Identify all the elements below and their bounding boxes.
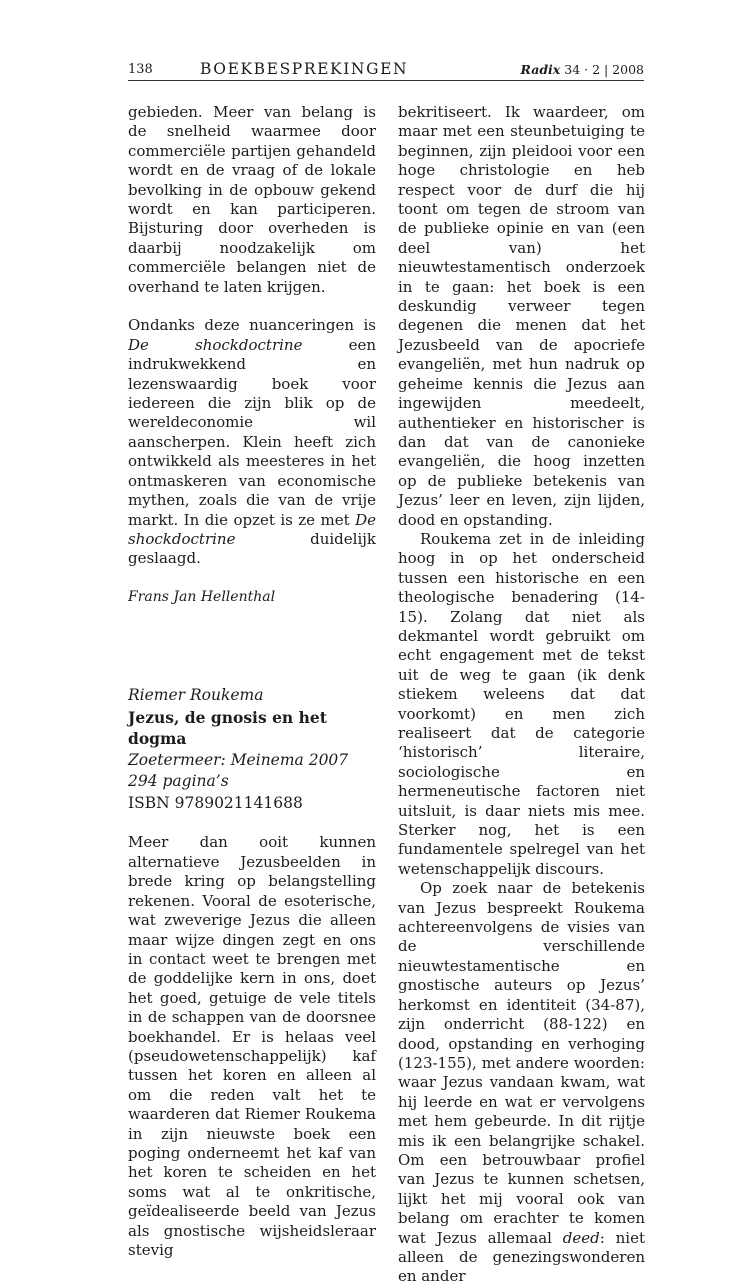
book-pages: 294 pagina’s — [128, 772, 229, 791]
journal-reference — [521, 62, 644, 77]
page-number: 138 — [128, 62, 153, 77]
paragraph: gebieden. Meer van belang is de snelheid waarmee door commerciële partijen gehandeld wordt en de vraag of de lokale bevolking in de opbouw gekend wordt en kan participeren. Bijsturing door overheden is daarbij noodzakelijk om commerciële belangen niet de overhand te laten krijgen. — [128, 103, 376, 296]
right-column — [398, 103, 645, 1287]
paragraph: Op zoek naar de betekenis van Jezus bespreekt Roukema achtereenvolgens de visies van de verschillende nieuwtestamentische en gnostische auteurs op Jezus’ herkomst en identiteit (34-87), zijn onderricht (88-122) en dood, opstanding en verhoging (123-155), met andere woorden: waar Jezus vandaan kwam, wat hij leerde en wat er vervolgens met hem gebeurde. In dit rijtje mis ik een belangrijke schakel. Om een betrouwbaar profiel van Jezus te kunnen schetsen, lijkt het mij vooral ook van belang om erachter te komen wat Jezus allemaal deed: niet alleen de genezingswonderen en ander — [398, 879, 645, 1286]
book-publisher: Zoetermeer: Meinema 2007 — [128, 750, 349, 769]
book-details — [128, 685, 376, 814]
reviewer-signature: Frans Jan Hellenthal — [128, 589, 276, 606]
journal-issue: 34 · 2 | 2008 — [564, 62, 644, 77]
running-header — [128, 60, 644, 81]
paragraph: Ondanks deze nuanceringen is De shockdoctrine een indrukwekkend en lezenswaardig boek voor iedereen die zijn blik op de wereldeconomie wil aanscherpen. Klein heeft zich ontwikkeld als meesteres in het ontmaskeren van economische mythen, zoals die van de vrije markt. In die opzet is ze met De shockdoctrine duidelijk geslaagd. — [128, 316, 376, 568]
paragraph: Roukema zet in de inleiding hoog in op het onderscheid tussen een historische en een theologische benadering (14-15). Zolang dat niet als dekmantel wordt gebruikt om echt engagement met de tekst uit de weg te gaan (ik denk stiekem weleens dat dat voorkomt) en men zich realiseert dat de categorie ‘historisch’ literaire, sociologische en hermeneutische factoren niet uitsluit, is daar niets mis mee. Sterker nog, het is een fundamentele spelregel van het wetenschappelijk discours. — [398, 529, 645, 878]
paragraph: bekritiseert. Ik waardeer, om maar met een steunbetuiging te beginnen, zijn pleidooi voor een hoge christologie en heb respect voor de durf die hij toont om tegen de stroom van de publieke opinie en van (een deel van) het nieuwtestamentisch onderzoek in te gaan: het boek is een deskundig verweer tegen degenen die menen dat het Jezusbeeld van de apocriefe evangeliën, met hun nadruk op geheime kennis die Jezus aan ingewijden meedeelt, authentieker en historischer is dan dat van de canonieke evangeliën, die hoog inzetten op de publieke betekenis van Jezus’ leer en leven, zijn lijden, dood en opstanding. — [398, 103, 645, 529]
left-column — [128, 103, 376, 1260]
journal-name: Radix — [520, 62, 561, 77]
book-title: Jezus, de gnosis en het dogma — [128, 707, 327, 749]
section-title: BOEKBESPREKINGEN — [200, 60, 409, 78]
paragraph: Meer dan ooit kunnen alternatieve Jezusbeelden in brede kring op belangstelling rekenen. Vooral de esoterische, wat zweverige Jezus die alleen maar wijze dingen zegt en ons in contact weet te brengen met de goddelijke kern in ons, doet het goed, getuige de vele titels in de schappen van de doorsnee boekhandel. Er is helaas veel (pseudowetenschappelijk) kaf tussen het koren en alleen al om die reden valt het te waarderen dat Riemer Roukema in zijn nieuwste boek een poging onderneemt het kaf van het koren te scheiden en het soms wat al te onkritische, geïdealiseerde beeld van Jezus als gnostische wijsheidsleraar stevig — [128, 833, 376, 1260]
book-author: Riemer Roukema — [128, 686, 264, 705]
book-isbn: ISBN 9789021141688 — [128, 793, 303, 812]
